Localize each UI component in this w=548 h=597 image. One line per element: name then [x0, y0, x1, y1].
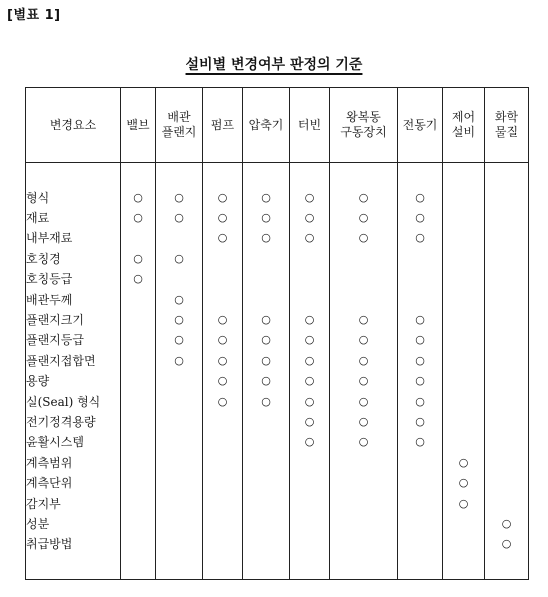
empty-cell [156, 554, 203, 580]
empty-cell [203, 163, 243, 188]
empty-cell [398, 248, 443, 268]
change-element-label: 배관두께 [26, 289, 121, 309]
header-text: 변경요소 [49, 117, 97, 132]
empty-cell [290, 554, 330, 580]
applicable-mark: ○ [203, 330, 243, 350]
change-element-label: 형식 [26, 187, 121, 207]
applicable-mark: ○ [203, 309, 243, 329]
empty-cell [485, 228, 529, 248]
empty-cell [156, 432, 203, 452]
applicable-mark: ○ [290, 309, 330, 329]
empty-cell [485, 309, 529, 329]
applicable-mark: ○ [443, 493, 485, 513]
empty-cell [290, 163, 330, 188]
empty-cell [243, 452, 290, 472]
applicable-mark: ○ [243, 187, 290, 207]
empty-cell [203, 248, 243, 268]
table-row [26, 391, 529, 411]
header-text: 제어 [451, 110, 476, 124]
table-row [26, 452, 529, 472]
header-equipment [121, 88, 156, 163]
change-element-label: 플랜지등급 [26, 330, 121, 350]
empty-cell [485, 269, 529, 289]
empty-cell [121, 228, 156, 248]
empty-cell [203, 432, 243, 452]
applicable-mark: ○ [330, 411, 398, 431]
empty-cell [121, 371, 156, 391]
empty-cell [121, 452, 156, 472]
empty-cell [485, 493, 529, 513]
empty-cell [330, 534, 398, 554]
applicable-mark: ○ [156, 248, 203, 268]
applicable-mark: ○ [290, 350, 330, 370]
empty-cell [243, 411, 290, 431]
applicable-mark: ○ [243, 371, 290, 391]
appendix-label: [별표 1] [7, 8, 61, 23]
applicable-mark: ○ [290, 330, 330, 350]
empty-cell [121, 493, 156, 513]
table-row [26, 513, 529, 533]
header-equipment [203, 88, 243, 163]
empty-cell [443, 391, 485, 411]
applicable-mark: ○ [121, 187, 156, 207]
empty-cell [485, 289, 529, 309]
applicable-mark: ○ [290, 371, 330, 391]
empty-cell [485, 330, 529, 350]
applicable-mark: ○ [290, 432, 330, 452]
empty-cell [203, 554, 243, 580]
header-text: 플랜지 [161, 125, 197, 139]
empty-cell [121, 350, 156, 370]
empty-cell [330, 163, 398, 188]
change-element-label: 호칭경 [26, 248, 121, 268]
empty-cell [330, 248, 398, 268]
header-equipment [398, 88, 443, 163]
empty-cell [121, 330, 156, 350]
empty-cell [443, 554, 485, 580]
applicable-mark: ○ [290, 411, 330, 431]
empty-cell [485, 391, 529, 411]
header-equipment [243, 88, 290, 163]
applicable-mark: ○ [443, 452, 485, 472]
applicable-mark: ○ [156, 207, 203, 227]
applicable-mark: ○ [443, 472, 485, 492]
empty-cell [290, 452, 330, 472]
empty-cell [121, 472, 156, 492]
empty-cell [485, 554, 529, 580]
empty-cell [290, 513, 330, 533]
applicable-mark: ○ [398, 411, 443, 431]
empty-cell [203, 472, 243, 492]
applicable-mark: ○ [398, 309, 443, 329]
applicable-mark: ○ [243, 350, 290, 370]
applicable-mark: ○ [156, 350, 203, 370]
applicable-mark: ○ [330, 371, 398, 391]
empty-cell [398, 513, 443, 533]
table-row [26, 493, 529, 513]
empty-cell [156, 534, 203, 554]
empty-cell [485, 187, 529, 207]
change-element-label: 성분 [26, 513, 121, 533]
empty-cell [121, 513, 156, 533]
empty-cell [443, 432, 485, 452]
empty-cell [290, 534, 330, 554]
change-element-label: 계측범위 [26, 452, 121, 472]
applicable-mark: ○ [156, 289, 203, 309]
applicable-mark: ○ [203, 228, 243, 248]
empty-cell [203, 513, 243, 533]
applicable-mark: ○ [121, 207, 156, 227]
header-text: 전동기 [402, 117, 438, 132]
applicable-mark: ○ [243, 391, 290, 411]
change-element-label: 내부재료 [26, 228, 121, 248]
table-row [26, 411, 529, 431]
empty-cell [156, 391, 203, 411]
empty-cell [443, 248, 485, 268]
empty-cell [203, 493, 243, 513]
empty-cell [156, 269, 203, 289]
empty-cell [156, 493, 203, 513]
applicable-mark: ○ [290, 391, 330, 411]
applicable-mark: ○ [290, 228, 330, 248]
empty-cell [485, 371, 529, 391]
applicable-mark: ○ [330, 432, 398, 452]
applicable-mark: ○ [243, 309, 290, 329]
empty-cell [398, 472, 443, 492]
header-equipment [485, 88, 529, 163]
change-element-label: 재료 [26, 207, 121, 227]
applicable-mark: ○ [398, 187, 443, 207]
empty-cell [121, 163, 156, 188]
applicable-mark: ○ [330, 391, 398, 411]
applicable-mark: ○ [121, 269, 156, 289]
criteria-table [25, 87, 529, 580]
applicable-mark: ○ [398, 432, 443, 452]
table-row [26, 187, 529, 207]
empty-cell [330, 289, 398, 309]
table-row [26, 371, 529, 391]
empty-cell [443, 411, 485, 431]
table-row [26, 330, 529, 350]
header-text: 구동장치 [340, 125, 387, 139]
applicable-mark: ○ [330, 207, 398, 227]
applicable-mark: ○ [330, 309, 398, 329]
applicable-mark: ○ [398, 350, 443, 370]
empty-cell [121, 289, 156, 309]
empty-cell [203, 269, 243, 289]
empty-cell [485, 411, 529, 431]
empty-cell [330, 554, 398, 580]
table-row [26, 248, 529, 268]
empty-cell [443, 309, 485, 329]
header-equipment [156, 88, 203, 163]
empty-cell [121, 309, 156, 329]
empty-cell [121, 411, 156, 431]
table-row [26, 207, 529, 227]
empty-cell [203, 411, 243, 431]
empty-cell [443, 289, 485, 309]
empty-cell [203, 452, 243, 472]
empty-cell [121, 534, 156, 554]
empty-cell [443, 350, 485, 370]
empty-cell [290, 269, 330, 289]
empty-cell [26, 554, 121, 580]
change-element-label: 실(Seal) 형식 [26, 391, 121, 411]
empty-cell [156, 411, 203, 431]
header-text: 배관 [167, 110, 191, 124]
header-text: 밸브 [126, 117, 150, 132]
header-text: 터빈 [297, 117, 322, 132]
table-row [26, 472, 529, 492]
header-change-element [26, 88, 121, 163]
applicable-mark: ○ [330, 187, 398, 207]
empty-cell [156, 472, 203, 492]
applicable-mark: ○ [485, 513, 529, 533]
applicable-mark: ○ [243, 207, 290, 227]
empty-cell [243, 269, 290, 289]
empty-cell [26, 163, 121, 188]
header-row [26, 88, 529, 163]
applicable-mark: ○ [330, 330, 398, 350]
table-row [26, 534, 529, 554]
empty-cell [398, 289, 443, 309]
table-row [26, 309, 529, 329]
empty-cell [398, 493, 443, 513]
empty-cell [443, 330, 485, 350]
change-element-label: 전기정격용량 [26, 411, 121, 431]
change-element-label: 취급방법 [26, 534, 121, 554]
empty-cell [443, 163, 485, 188]
empty-cell [156, 452, 203, 472]
empty-cell [398, 554, 443, 580]
change-element-label: 감지부 [26, 493, 121, 513]
applicable-mark: ○ [290, 207, 330, 227]
empty-cell [330, 472, 398, 492]
empty-cell [243, 493, 290, 513]
header-text: 설비 [451, 125, 476, 139]
empty-cell [485, 350, 529, 370]
applicable-mark: ○ [203, 371, 243, 391]
applicable-mark: ○ [156, 330, 203, 350]
applicable-mark: ○ [243, 330, 290, 350]
change-element-label: 윤활시스템 [26, 432, 121, 452]
empty-cell [243, 432, 290, 452]
empty-cell [443, 534, 485, 554]
empty-cell [398, 452, 443, 472]
applicable-mark: ○ [156, 187, 203, 207]
applicable-mark: ○ [485, 534, 529, 554]
empty-cell [290, 248, 330, 268]
applicable-mark: ○ [121, 248, 156, 268]
empty-cell [443, 513, 485, 533]
empty-cell [443, 207, 485, 227]
change-element-label: 용량 [26, 371, 121, 391]
applicable-mark: ○ [330, 350, 398, 370]
empty-cell [485, 452, 529, 472]
empty-cell [330, 269, 398, 289]
empty-cell [121, 432, 156, 452]
empty-cell [243, 289, 290, 309]
change-element-label: 플랜지접합면 [26, 350, 121, 370]
empty-cell [121, 391, 156, 411]
table-row [26, 289, 529, 309]
applicable-mark: ○ [290, 187, 330, 207]
header-text: 왕복동 [346, 110, 381, 124]
table-row [26, 228, 529, 248]
change-element-label: 호칭등급 [26, 269, 121, 289]
empty-cell [485, 163, 529, 188]
empty-cell [485, 432, 529, 452]
empty-cell [330, 452, 398, 472]
applicable-mark: ○ [398, 391, 443, 411]
empty-cell [203, 289, 243, 309]
applicable-mark: ○ [398, 228, 443, 248]
applicable-mark: ○ [203, 187, 243, 207]
empty-cell [290, 289, 330, 309]
empty-cell [243, 534, 290, 554]
header-text: 펌프 [210, 117, 235, 132]
empty-cell [243, 472, 290, 492]
empty-cell [290, 493, 330, 513]
change-element-label: 계측단위 [26, 472, 121, 492]
table-row [26, 350, 529, 370]
empty-cell [398, 534, 443, 554]
empty-cell [243, 554, 290, 580]
empty-cell [243, 513, 290, 533]
empty-cell [290, 472, 330, 492]
empty-cell [203, 534, 243, 554]
empty-cell [443, 371, 485, 391]
empty-cell [156, 513, 203, 533]
empty-cell [156, 228, 203, 248]
header-text: 화학 [494, 110, 519, 124]
header-text: 압축기 [248, 117, 284, 132]
header-text: 물질 [494, 125, 519, 139]
applicable-mark: ○ [243, 228, 290, 248]
table-row [26, 269, 529, 289]
empty-cell [443, 228, 485, 248]
applicable-mark: ○ [398, 371, 443, 391]
empty-cell [443, 187, 485, 207]
spacer-row [26, 163, 529, 188]
empty-cell [330, 493, 398, 513]
header-equipment [330, 88, 398, 163]
empty-cell [156, 163, 203, 188]
applicable-mark: ○ [330, 228, 398, 248]
applicable-mark: ○ [203, 207, 243, 227]
empty-cell [243, 163, 290, 188]
empty-cell [330, 513, 398, 533]
empty-cell [485, 472, 529, 492]
change-element-label: 플랜지크기 [26, 309, 121, 329]
header-equipment [443, 88, 485, 163]
empty-cell [485, 207, 529, 227]
empty-cell [121, 554, 156, 580]
empty-cell [156, 371, 203, 391]
applicable-mark: ○ [398, 330, 443, 350]
empty-cell [443, 269, 485, 289]
applicable-mark: ○ [156, 309, 203, 329]
applicable-mark: ○ [203, 391, 243, 411]
table-row [26, 432, 529, 452]
empty-cell [398, 269, 443, 289]
applicable-mark: ○ [398, 207, 443, 227]
applicable-mark: ○ [203, 350, 243, 370]
document-title: 설비별 변경여부 판정의 기준 [185, 57, 363, 73]
empty-cell [398, 163, 443, 188]
header-equipment [290, 88, 330, 163]
spacer-row [26, 554, 529, 580]
empty-cell [243, 248, 290, 268]
empty-cell [485, 248, 529, 268]
